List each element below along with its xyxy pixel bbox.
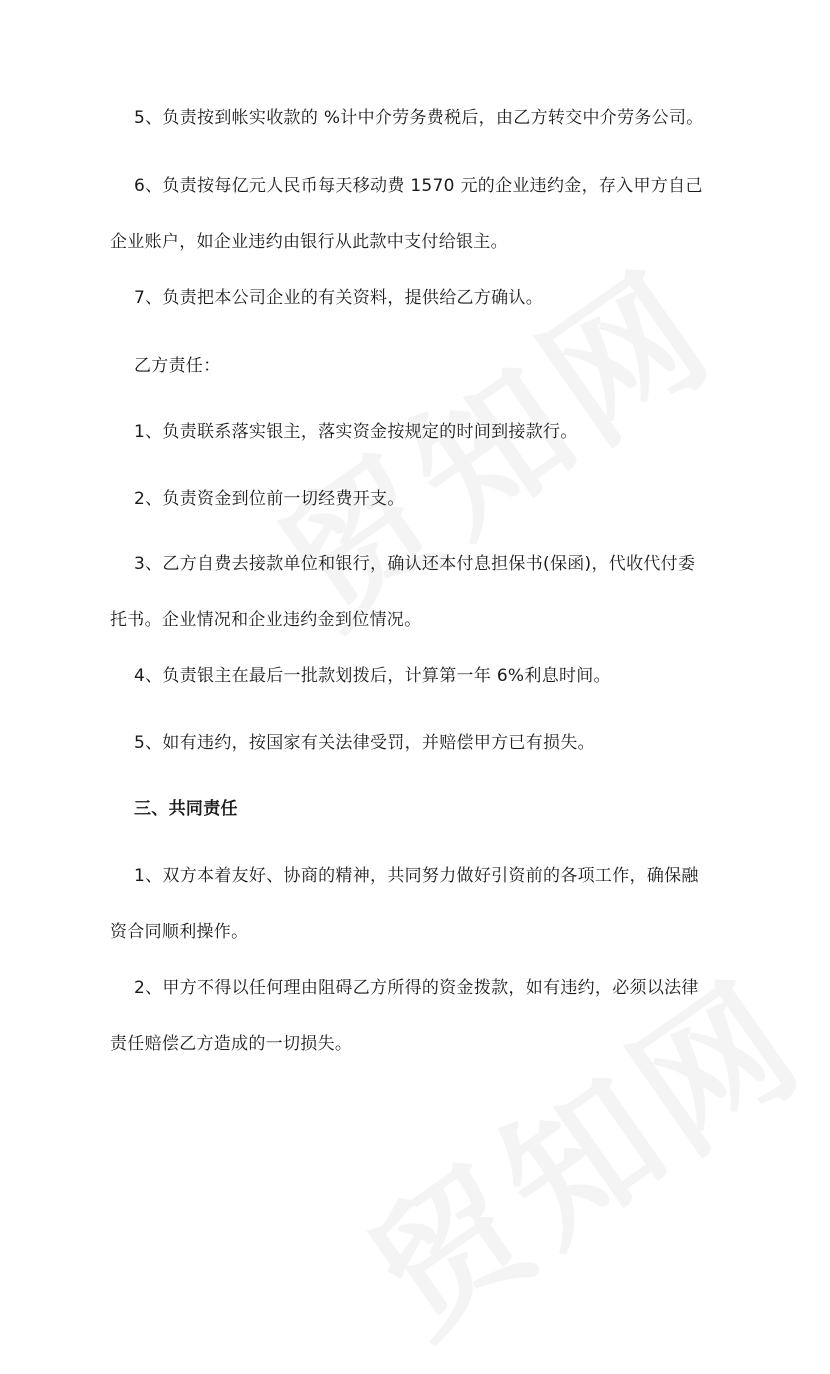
paragraph-9: 5、如有违约，按国家有关法律受罚，并赔偿甲方已有损失。	[134, 733, 595, 753]
paragraph-12: 2、甲方不得以任何理由阻碍乙方所得的资金拨款，如有违约，必须以法律责任赔偿乙方造成的一切损失。	[110, 978, 699, 1054]
paragraph-2: 6、负责按每亿元人民币每天移动费 1570 元的企业违约金，存入甲方自己企业账户，如企业违约由银行从此款中支付给银主。	[110, 176, 703, 252]
paragraph-3: 7、负责把本公司企业的有关资料，提供给乙方确认。	[134, 288, 544, 308]
paragraph-5: 1、负责联系落实银主，落实资金按规定的时间到接款行。	[134, 422, 578, 442]
section-heading-party-b: 乙方责任：	[134, 356, 221, 376]
paragraph-6: 2、负责资金到位前一切经费开支。	[134, 489, 405, 509]
section-heading-joint: 三、共同责任	[134, 799, 238, 819]
paragraph-1: 5、负责按到帐实收款的 %计中介劳务费税后，由乙方转交中介劳务公司。	[134, 108, 704, 128]
paragraph-8: 4、负责银主在最后一批款划拨后，计算第一年 6%利息时间。	[134, 666, 611, 686]
paragraph-11: 1、双方本着友好、协商的精神，共同努力做好引资前的各项工作，确保融资合同顺利操作。	[110, 866, 699, 942]
paragraph-7: 3、乙方自费去接款单位和银行，确认还本付息担保书(保函)，代收代付委托书。企业情况和企业违约金到位情况。	[110, 554, 696, 630]
